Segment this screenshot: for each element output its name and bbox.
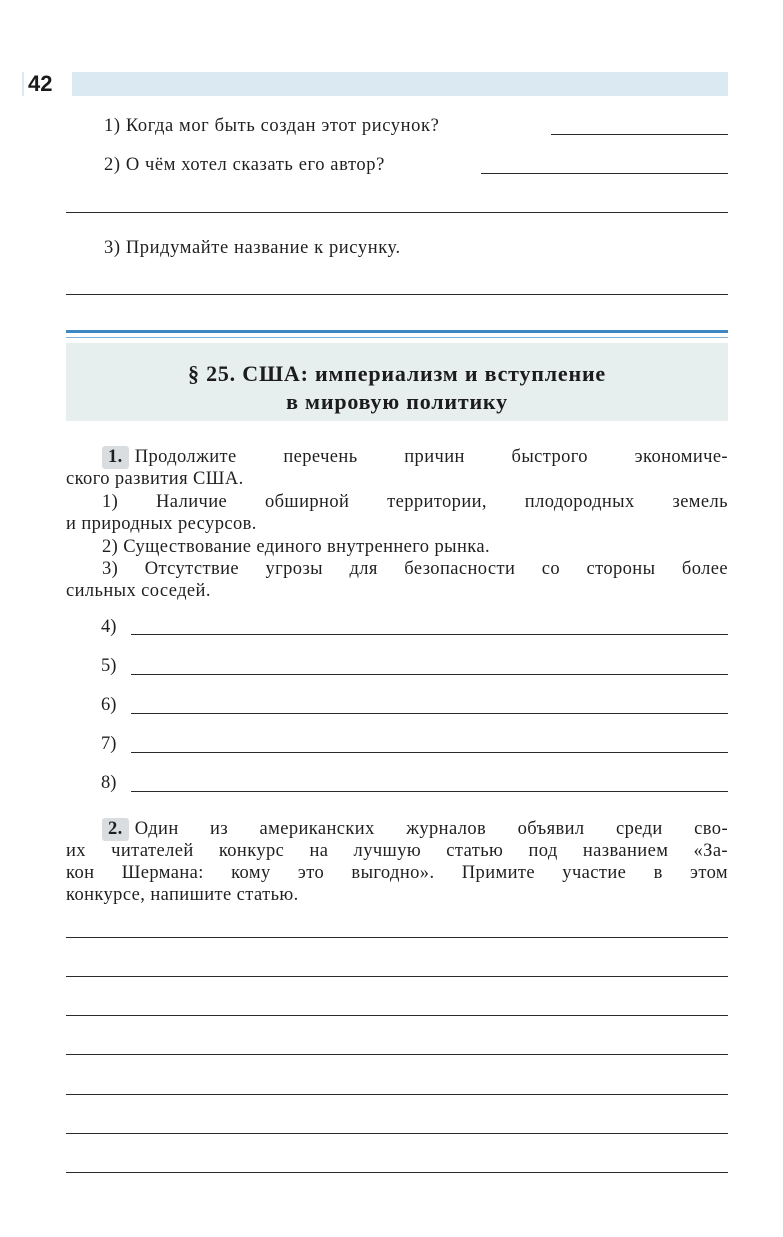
task2-answer-line-4[interactable] (66, 1054, 728, 1055)
task2-number: 2. (102, 818, 129, 841)
task1-blank-label-8: 8) (101, 773, 117, 793)
answer-line-q2-extra[interactable] (66, 212, 728, 213)
header-band-gap (0, 72, 22, 96)
task2-answer-line-1[interactable] (66, 937, 728, 938)
task2-answer-line-7[interactable] (66, 1172, 728, 1173)
task1-blank-line-7[interactable] (131, 752, 728, 753)
task2-answer-line-3[interactable] (66, 1015, 728, 1016)
task1-reason1-line-2: и природных ресурсов. (66, 514, 257, 534)
task1-blank-label-7: 7) (101, 734, 117, 754)
answer-line-q2[interactable] (481, 173, 728, 174)
task1-reason3-line-2: сильных соседей. (66, 581, 211, 601)
answer-line-q1[interactable] (551, 134, 728, 135)
task1-blank-line-6[interactable] (131, 713, 728, 714)
task1-reason1-line-1: 1) Наличие обширной территории, плодородных земель (102, 492, 728, 512)
task1-blank-line-4[interactable] (131, 634, 728, 635)
task1-blank-label-6: 6) (101, 695, 117, 715)
section-separator (66, 330, 728, 333)
question-1: 1) Когда мог быть создан этот рисунок? (104, 116, 440, 136)
task2-line-3: кон Шермана: кому это выгодно». Примите участие в этом (66, 863, 728, 883)
page-number: 42 (24, 70, 72, 98)
section-title-line-2: в мировую политику (286, 389, 508, 414)
answer-line-q3[interactable] (66, 294, 728, 295)
task1-blank-label-4: 4) (101, 617, 117, 637)
task1-blank-line-8[interactable] (131, 791, 728, 792)
header-band (0, 72, 728, 96)
task2-line-1 (66, 818, 728, 841)
task2-line-4: конкурсе, напишите статью. (66, 885, 299, 905)
section-title (66, 360, 728, 416)
task2-answer-line-6[interactable] (66, 1133, 728, 1134)
task1-reason3-line-1: 3) Отсутствие угрозы для безопасности со стороны более (102, 559, 728, 579)
task1-blank-line-5[interactable] (131, 674, 728, 675)
task2-text: Один из американских журналов объявил среди сво- (134, 819, 728, 839)
task2-answer-line-5[interactable] (66, 1094, 728, 1095)
task1-intro-line-1 (66, 446, 728, 469)
task1-intro-text: Продолжите перечень причин быстрого экономиче- (134, 447, 728, 467)
question-2: 2) О чём хотел сказать его автор? (104, 155, 385, 175)
task2-line-2: их читателей конкурс на лучшую статью под названием «За- (66, 841, 728, 861)
task1-blank-label-5: 5) (101, 656, 117, 676)
task2-answer-line-2[interactable] (66, 976, 728, 977)
section-title-line-1: § 25. США: империализм и вступление (187, 361, 606, 386)
section-separator-thin (66, 337, 728, 338)
task1-reason2: 2) Существование единого внутреннего рынка. (102, 537, 491, 557)
question-3: 3) Придумайте название к рисунку. (104, 238, 401, 258)
task1-intro-line-2: ского развития США. (66, 469, 244, 489)
task1-number: 1. (102, 446, 129, 469)
